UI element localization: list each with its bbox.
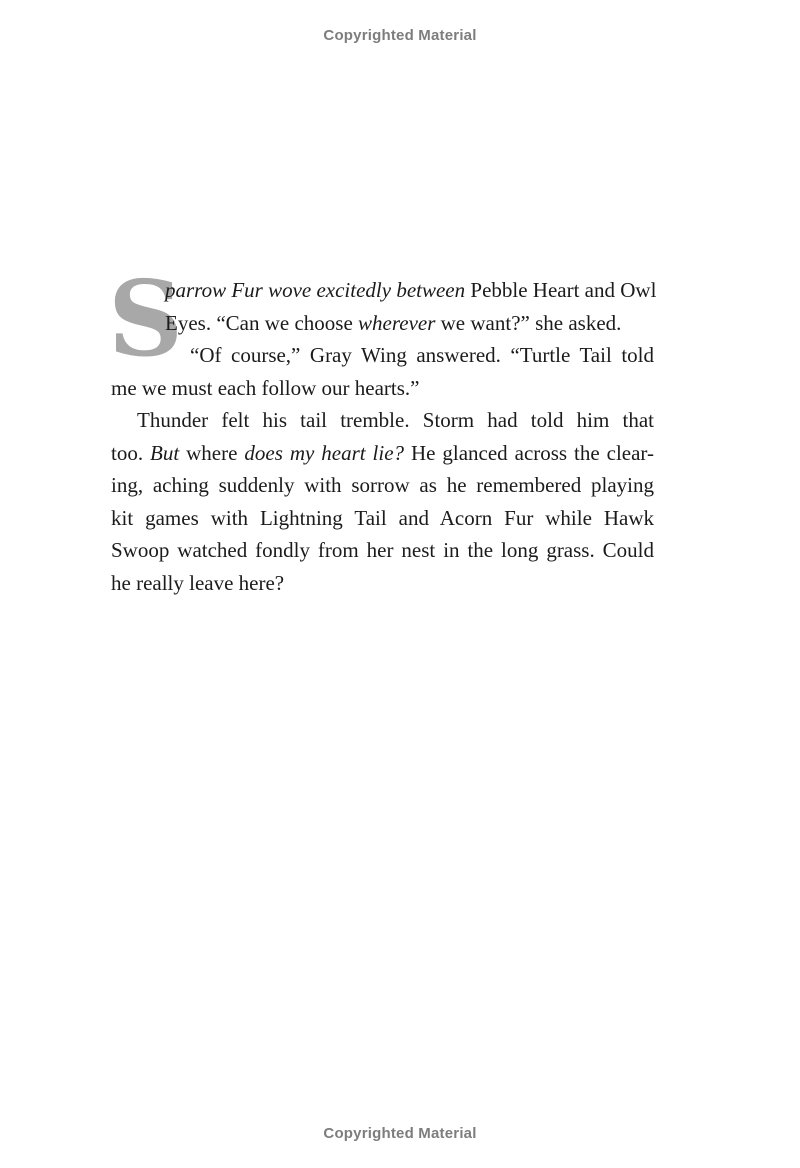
italic-phrase: does my heart lie? xyxy=(244,440,405,465)
italic-word: wherever xyxy=(358,310,436,335)
text-line-8: kit games with Lightning Tail and Acorn Fur while Hawk xyxy=(111,505,654,530)
italic-phrase: parrow Fur wove excitedly between xyxy=(165,278,466,302)
text-line-5: Thunder felt his tail tremble. Storm had told him that xyxy=(137,408,654,432)
text-span: Eyes. “Can we choose xyxy=(165,310,359,335)
text-line-7: ing, aching suddenly with sorrow as he remembered playing xyxy=(111,473,654,497)
copyright-watermark-bottom: Copyrighted Material xyxy=(323,1125,477,1142)
text-line-4: me we must each follow our hearts.” xyxy=(111,375,420,400)
book-page-text xyxy=(111,274,657,599)
text-span: He glanced across the clear- xyxy=(404,440,654,465)
text-line-1 xyxy=(111,274,657,307)
text-line-10: he really leave here? xyxy=(111,570,285,595)
text-line-6 xyxy=(111,437,654,470)
text-line-3: “Of course,” Gray Wing answered. “Turtle Tail told xyxy=(190,343,654,367)
drop-cap-letter: S xyxy=(108,257,184,380)
text-span: where xyxy=(179,440,245,465)
text-span: we want?” she asked. xyxy=(435,310,622,335)
italic-word: But xyxy=(150,440,180,465)
copyright-watermark-top: Copyrighted Material xyxy=(323,27,477,44)
text-span: Pebble Heart and Owl xyxy=(465,278,657,302)
text-span: too. xyxy=(111,440,151,465)
text-line-2 xyxy=(111,307,654,340)
text-line-9: Swoop watched fondly from her nest in the long grass. Could xyxy=(111,538,654,562)
